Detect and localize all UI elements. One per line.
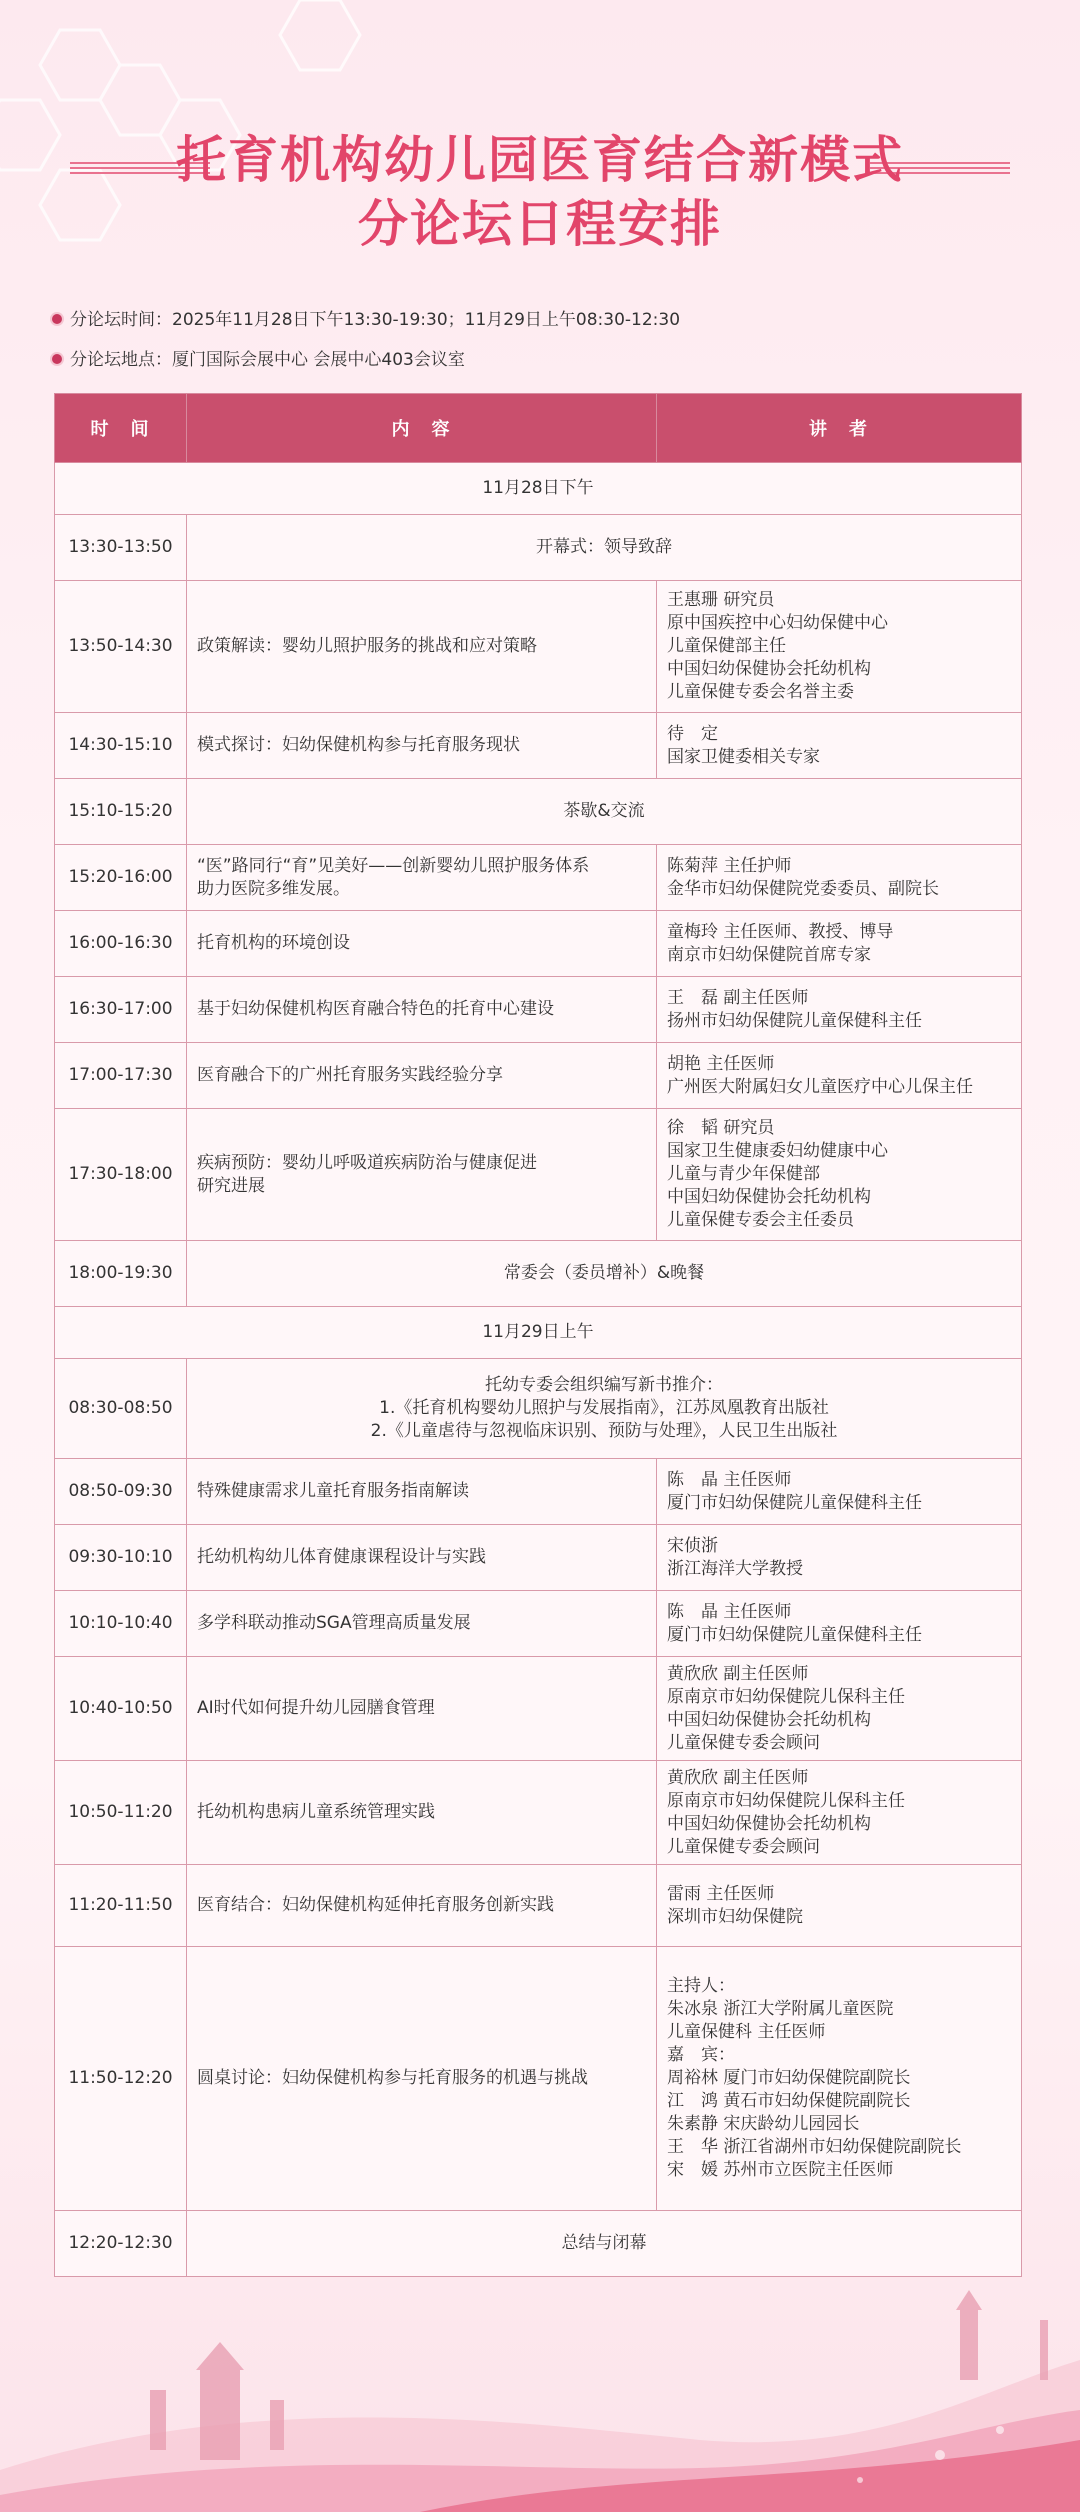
content-cell [187,713,657,779]
speaker-cell [657,1657,1022,1761]
speaker-line: 朱素静 宋庆龄幼儿园园长 [667,2114,860,2134]
table-row [55,1865,1022,1947]
page-title-line2: 分论坛日程安排 [358,195,722,253]
header-time: 时 间 [55,394,187,463]
speaker-line: 儿童保健科 主任医师 [667,2022,826,2042]
time-cell: 12:20-12:30 [55,2211,187,2277]
table-row [55,977,1022,1043]
speaker-cell [657,1947,1022,2211]
time-cell: 10:50-11:20 [55,1761,187,1865]
content-line: 圆桌讨论：妇幼保健机构参与托育服务的机遇与挑战 [197,2068,588,2088]
time-cell: 10:10-10:40 [55,1591,187,1657]
speaker-line: 原中国疾控中心妇幼保健中心 [667,613,888,633]
forum-venue-value: 厦门国际会展中心 会展中心403会议室 [172,350,465,370]
content-cell [187,977,657,1043]
table-row [55,1043,1022,1109]
forum-time-value: 2025年11月28日下午13:30-19:30；11月29日上午08:30-12:30 [172,310,681,330]
speaker-line: 嘉 宾： [667,2045,735,2065]
table-row [55,1241,1022,1307]
speaker-line: 雷雨 主任医师 [667,1883,775,1904]
forum-venue-label: 分论坛地点： [70,350,172,370]
content-cell [187,1657,657,1761]
speaker-cell [657,581,1022,713]
time-cell: 10:40-10:50 [55,1657,187,1761]
table-header-row [55,394,1022,463]
table-row [55,779,1022,845]
speaker-line: 王 华 浙江省湖州市妇幼保健院副院长 [667,2137,962,2157]
speaker-line: 厦门市妇幼保健院儿童保健科主任 [667,1492,922,1513]
speaker-line: 扬州市妇幼保健院儿童保健科主任 [667,1010,922,1031]
speaker-line: 待 定 [667,723,718,744]
time-cell: 08:30-08:50 [55,1359,187,1459]
footer-decoration [0,2270,1080,2512]
table-row [55,1359,1022,1459]
time-cell: 09:30-10:10 [55,1525,187,1591]
content-line: AI时代如何提升幼儿园膳食管理 [197,1698,435,1718]
content-cell [187,1109,657,1241]
table-row [55,1761,1022,1865]
speaker-line: 陈 晶 主任医师 [667,1469,792,1490]
content-line: 托幼专委会组织编写新书推介： [485,1375,723,1395]
content-cell [187,1865,657,1947]
time-cell: 16:00-16:30 [55,911,187,977]
time-cell: 18:00-19:30 [55,1241,187,1307]
content-cell [187,911,657,977]
table-row [55,581,1022,713]
forum-time [52,308,680,332]
table-row [55,1591,1022,1657]
content-cell [187,1591,657,1657]
content-cell: 开幕式：领导致辞 [187,515,1022,581]
time-cell: 11:20-11:50 [55,1865,187,1947]
content-cell: 常委会（委员增补）&晚餐 [187,1241,1022,1307]
speaker-line: 朱冰泉 浙江大学附属儿童医院 [667,1999,894,2019]
speaker-line: 深圳市妇幼保健院 [667,1906,803,1927]
content-cell [187,1459,657,1525]
speaker-cell [657,977,1022,1043]
speaker-line: 徐 韬 研究员 [667,1118,775,1138]
time-cell: 16:30-17:00 [55,977,187,1043]
content-cell: 茶歇&交流 [187,779,1022,845]
speaker-line: 国家卫健委相关专家 [667,746,820,767]
time-cell: 08:50-09:30 [55,1459,187,1525]
speaker-line: 中国妇幼保健协会托幼机构 [667,1709,871,1730]
content-line: 基于妇幼保健机构医育融合特色的托育中心建设 [197,999,554,1019]
speaker-line: 儿童与青少年保健部 [667,1164,820,1184]
time-cell: 15:20-16:00 [55,845,187,911]
schedule-table [54,393,1022,2277]
content-line: 托育机构的环境创设 [197,933,350,953]
day-section-label: 11月28日下午 [55,463,1022,515]
time-cell: 13:30-13:50 [55,515,187,581]
bullet-icon [52,354,62,364]
content-line: 托幼机构幼儿体育健康课程设计与实践 [197,1547,486,1567]
content-line: 特殊健康需求儿童托育服务指南解读 [197,1481,469,1501]
table-row [55,1947,1022,2211]
speaker-line: 周裕林 厦门市妇幼保健院副院长 [667,2068,911,2088]
time-cell: 15:10-15:20 [55,779,187,845]
content-line: 研究进展 [197,1175,265,1196]
content-line: 2.《儿童虐待与忽视临床识别、预防与处理》，人民卫生出版社 [370,1421,838,1441]
time-cell: 11:50-12:20 [55,1947,187,2211]
speaker-line: 浙江海洋大学教授 [667,1558,803,1579]
forum-venue [52,348,465,372]
forum-time-label: 分论坛时间： [70,310,172,330]
schedule-body [55,463,1022,2277]
speaker-line: 黄欣欣 副主任医师 [667,1663,809,1684]
content-cell: 总结与闭幕 [187,2211,1022,2277]
speaker-line: 宋 媛 苏州市立医院主任医师 [667,2160,894,2180]
content-cell [187,1043,657,1109]
speaker-line: 宋侦浙 [667,1535,718,1556]
speaker-cell [657,911,1022,977]
speaker-line: 王 磊 副主任医师 [667,987,809,1008]
table-row [55,845,1022,911]
speaker-cell [657,1459,1022,1525]
content-cell [187,1359,1022,1459]
content-line: 多学科联动推动SGA管理高质量发展 [197,1613,471,1633]
speaker-cell [657,1865,1022,1947]
time-cell: 14:30-15:10 [55,713,187,779]
content-line: 医育融合下的广州托育服务实践经验分享 [197,1065,503,1085]
day-section-row [55,463,1022,515]
table-row [55,1657,1022,1761]
time-cell: 13:50-14:30 [55,581,187,713]
speaker-cell [657,713,1022,779]
header-content: 内 容 [187,394,657,463]
content-cell [187,581,657,713]
title-block [0,128,1080,256]
speaker-cell [657,1109,1022,1241]
speaker-line: 厦门市妇幼保健院儿童保健科主任 [667,1624,922,1645]
table-row [55,1109,1022,1241]
table-row [55,1459,1022,1525]
speaker-line: 中国妇幼保健协会托幼机构 [667,1187,871,1207]
speaker-line: 童梅玲 主任医师、教授、博导 [667,921,894,942]
speaker-line: 国家卫生健康委妇幼健康中心 [667,1141,888,1161]
time-cell: 17:30-18:00 [55,1109,187,1241]
speaker-line: 胡艳 主任医师 [667,1053,775,1074]
content-cell [187,845,657,911]
day-section-label: 11月29日上午 [55,1307,1022,1359]
speaker-line: 陈菊萍 主任护师 [667,855,792,876]
speaker-line: 原南京市妇幼保健院儿保科主任 [667,1790,905,1811]
speaker-line: 儿童保健专委会主任委员 [667,1210,854,1230]
speaker-line: 金华市妇幼保健院党委委员、副院长 [667,878,939,899]
time-cell: 17:00-17:30 [55,1043,187,1109]
content-cell [187,1761,657,1865]
speaker-cell [657,845,1022,911]
speaker-line: 南京市妇幼保健院首席专家 [667,944,871,965]
speaker-line: 江 鸿 黄石市妇幼保健院副院长 [667,2091,911,2111]
table-row [55,911,1022,977]
speaker-cell [657,1761,1022,1865]
speaker-line: 陈 晶 主任医师 [667,1601,792,1622]
speaker-line: 黄欣欣 副主任医师 [667,1767,809,1788]
day-section-row [55,1307,1022,1359]
bullet-icon [52,314,62,324]
speaker-line: 原南京市妇幼保健院儿保科主任 [667,1686,905,1707]
header-speaker: 讲 者 [657,394,1022,463]
speaker-line: 中国妇幼保健协会托幼机构 [667,659,871,679]
speaker-line: 广州医大附属妇女儿童医疗中心儿保主任 [667,1076,973,1097]
speaker-line: 儿童保健专委会顾问 [667,1732,820,1753]
content-line: 模式探讨：妇幼保健机构参与托育服务现状 [197,735,520,755]
speaker-line: 儿童保健专委会名誉主委 [667,682,854,702]
table-row [55,713,1022,779]
speaker-line: 王惠珊 研究员 [667,590,775,610]
page-title-line1: 托育机构幼儿园医育结合新模式 [176,131,904,189]
content-line: 政策解读：婴幼儿照护服务的挑战和应对策略 [197,636,537,656]
speaker-line: 中国妇幼保健协会托幼机构 [667,1813,871,1834]
speaker-line: 主持人： [667,1976,735,1996]
speaker-cell [657,1591,1022,1657]
content-cell [187,1947,657,2211]
speaker-cell [657,1525,1022,1591]
speaker-line: 儿童保健专委会顾问 [667,1836,820,1857]
content-cell [187,1525,657,1591]
content-line: 疾病预防：婴幼儿呼吸道疾病防治与健康促进 [197,1152,537,1173]
speaker-line: 儿童保健部主任 [667,636,786,656]
content-line: 医育结合：妇幼保健机构延伸托育服务创新实践 [197,1895,554,1915]
speaker-cell [657,1043,1022,1109]
content-line: 助力医院多维发展。 [197,878,350,899]
content-line: “医”路同行“育”见美好——创新婴幼儿照护服务体系 [197,855,590,876]
table-row [55,1525,1022,1591]
table-row [55,2211,1022,2277]
content-line: 托幼机构患病儿童系统管理实践 [197,1802,435,1822]
table-row [55,515,1022,581]
content-line: 1.《托育机构婴幼儿照护与发展指南》，江苏凤凰教育出版社 [379,1398,829,1418]
